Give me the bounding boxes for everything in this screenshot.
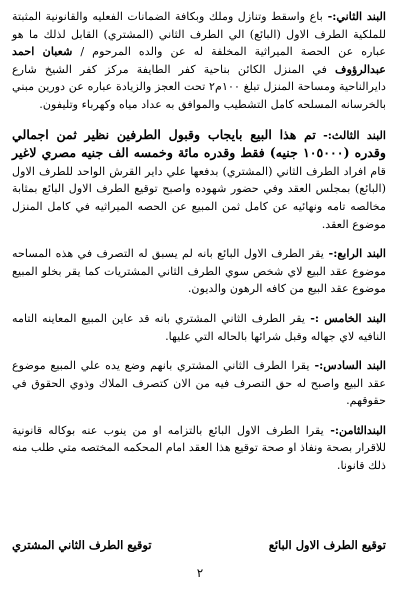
clause-paragraph bbox=[12, 245, 386, 298]
clauses-container bbox=[12, 8, 386, 475]
clause-title: البند الثاني:- bbox=[322, 9, 386, 23]
second-party-signature-label: توقيع الطرف الثاني المشتري bbox=[12, 538, 152, 552]
clause-text: في المنزل الكائن بناحية كفر الطايفة مركز كفر الشيخ شارع دايرالناحية ومساحة المنزل تبلغ ١٠٠م٢ تحت العجز والزيادة عباره عن دورين مبني بالخرسانه المسلحه كامل التشطيب والموافق به عداد مياه وكهرباء وتليفون. bbox=[12, 62, 387, 111]
clause-title: البند الثالث:- bbox=[315, 127, 386, 142]
first-party-signature-label: توقيع الطرف الاول البائع bbox=[268, 538, 386, 552]
clause-paragraph bbox=[12, 8, 386, 114]
clause-emphasis-text: شعبان احمد عبدالرؤوف bbox=[12, 44, 386, 76]
clause-text: يقر الطرف الاول البائع بانه لم يسبق له التصرف في هذه المساحه موضوع عقد البيع لاي شخص سوي الطرف الثاني المشتريات كما يقر بخلو المبيع موضوع عقد البيع من كافه الرهون والديون. bbox=[12, 247, 386, 296]
page-number: ٢ bbox=[196, 566, 204, 580]
clause-paragraph bbox=[12, 126, 386, 234]
clause-paragraph bbox=[12, 422, 386, 475]
clause-title: البند الرابع:- bbox=[323, 246, 386, 261]
clause-title: البندالثامن:- bbox=[323, 422, 387, 437]
clause-title: البند الخامس :- bbox=[305, 310, 386, 325]
signature-row bbox=[12, 538, 386, 552]
clause-text: يقرا الطرف الاول البائع بالتزامه او من ينوب عنه بوكاله قانونية للاقرار بصحة ونفاذ او صحة توقيع هذا العقد امام المحكمه المختصه متي طلب منه ذلك قانونا. bbox=[12, 423, 386, 473]
clause-text: يقرا الطرف الثاني المشتري بانهم وضع يده علي المبيع موضوع عقد البيع واصبح له حق التصرف فيه من الان كتصرف الملاك وذوي الحقوق في حقوقهم. bbox=[12, 359, 386, 408]
clause-title: البند السادس:- bbox=[309, 358, 386, 373]
clause-paragraph bbox=[12, 357, 386, 410]
clause-text: باع واسقط وتنازل وملك وبكافة الضمانات الفعليه والقانونية المثبتة للملكية الطرف الاول (البائع) الي الطرف الثاني (المشتري) القابل لذلك ما هو عباره عن الحصة الميراثية المخلفة له عن والده المرحوم / bbox=[12, 10, 386, 59]
clause-text: يقر الطرف الثاني المشتري بانه قد عاين المبيع المعاينه التامه النافيه لاي جهاله وقبل شرائها بالحاله التي عليها. bbox=[12, 311, 386, 343]
clause-text: قام افراد الطرف الثاني (المشتري) بدفعها علي داير القرش الواحد للطرف الاول (البائع) بمجلس العقد وفي حضور شهوده واصبح توقيع الطرف الاول البائع بمثابة مخالصه تامه ونهائيه عن كامل ثمن المبيع عن الحصه الميراثيه في كامل المنزل موضوع العقد. bbox=[12, 164, 386, 231]
clause-emphasis-text: تم هذا البيع بايجاب وقبول الطرفين نظير ثمن اجمالي وقدره (١٠٥٠٠٠ جنيه) فقط وقدره مائة وخمسه الف جنيه مصري لاغير bbox=[12, 126, 386, 161]
clause-paragraph bbox=[12, 310, 386, 345]
